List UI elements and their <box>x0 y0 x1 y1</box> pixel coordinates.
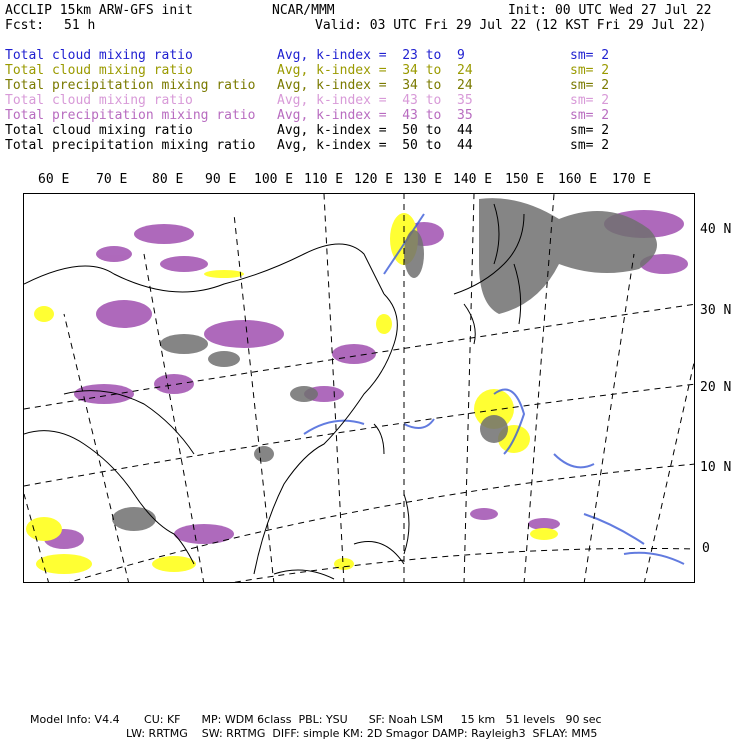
map-title: ACCLIP 15km ARW-GFS init <box>5 3 193 18</box>
model-info-line2: LW: RRTMG SW: RRTMG DIFF: simple KM: 2D Smagor DAMP: Rayleigh3 SFLAY: MM5 <box>126 727 598 740</box>
lon-label: 80 E <box>152 172 184 187</box>
model-info-line1: Model Info: V4.4 CU: KF MP: WDM 6class PBL: YSU SF: Noah LSM 15 km 51 levels 90 sec <box>30 713 602 726</box>
lat-label: 30 N <box>700 303 732 318</box>
legend-avg: Avg, k-index = 34 to 24 <box>277 63 473 78</box>
legend-sm: sm= 2 <box>570 123 610 138</box>
lon-label: 60 E <box>38 172 70 187</box>
lon-label: 150 E <box>505 172 545 187</box>
valid-time: Valid: 03 UTC Fri 29 Jul 22 (12 KST Fri 29 Jul 22) <box>315 18 707 33</box>
legend-sm: sm= 2 <box>570 63 610 78</box>
legend-sm: sm= 2 <box>570 93 610 108</box>
legend-avg: Avg, k-index = 50 to 44 <box>277 138 473 153</box>
lon-label: 130 E <box>403 172 443 187</box>
legend-sm: sm= 2 <box>570 138 610 153</box>
lon-label: 140 E <box>453 172 493 187</box>
lat-label: 0 <box>702 541 710 556</box>
lat-label: 40 N <box>700 222 732 237</box>
legend-avg: Avg, k-index = 43 to 35 <box>277 93 473 108</box>
legend-label: Total cloud mixing ratio <box>5 48 193 63</box>
lon-label: 70 E <box>96 172 128 187</box>
lon-label: 160 E <box>558 172 598 187</box>
legend-label: Total cloud mixing ratio <box>5 123 193 138</box>
fcst-value: 51 h <box>64 18 96 33</box>
center-name: NCAR/MMM <box>272 3 335 18</box>
legend-avg: Avg, k-index = 50 to 44 <box>277 123 473 138</box>
lon-label: 120 E <box>354 172 394 187</box>
legend-label: Total cloud mixing ratio <box>5 63 193 78</box>
legend-label: Total precipitation mixing ratio <box>5 108 256 123</box>
lon-label: 110 E <box>304 172 344 187</box>
lat-label: 10 N <box>700 460 732 475</box>
legend-avg: Avg, k-index = 23 to 9 <box>277 48 465 63</box>
lat-label: 20 N <box>700 380 732 395</box>
legend-sm: sm= 2 <box>570 108 610 123</box>
fcst-label: Fcst: <box>5 18 45 33</box>
map-panel <box>23 193 695 583</box>
legend-sm: sm= 2 <box>570 78 610 93</box>
legend-avg: Avg, k-index = 43 to 35 <box>277 108 473 123</box>
map-canvas <box>24 194 695 583</box>
cloud-fields <box>26 198 688 574</box>
lon-label: 90 E <box>205 172 237 187</box>
lon-label: 100 E <box>254 172 294 187</box>
deep-cloud-field <box>112 198 657 531</box>
legend-sm: sm= 2 <box>570 48 610 63</box>
legend-label: Total precipitation mixing ratio <box>5 78 256 93</box>
init-time: Init: 00 UTC Wed 27 Jul 22 <box>508 3 712 18</box>
legend-label: Total cloud mixing ratio <box>5 93 193 108</box>
lon-label: 170 E <box>612 172 652 187</box>
legend-avg: Avg, k-index = 34 to 24 <box>277 78 473 93</box>
legend-label: Total precipitation mixing ratio <box>5 138 256 153</box>
